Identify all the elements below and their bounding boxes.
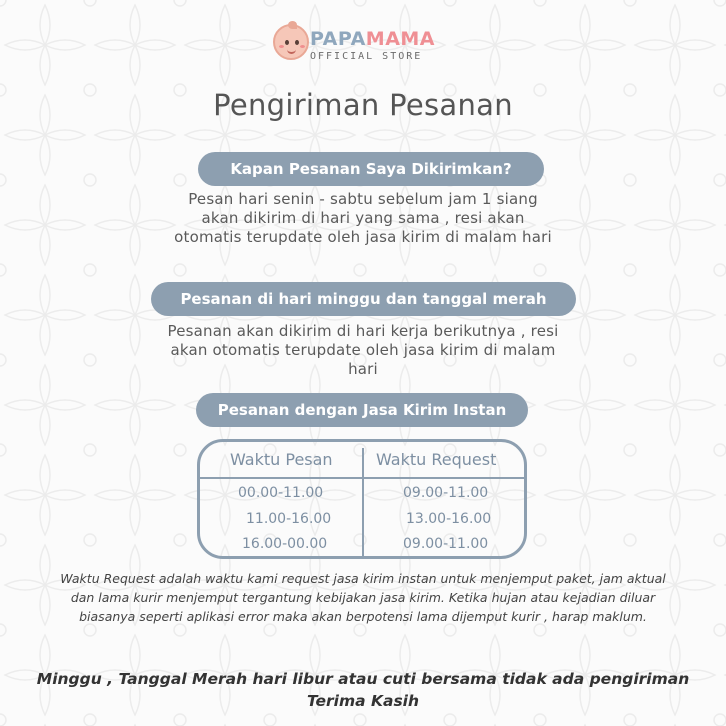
footer-line-thanks: Terima Kasih <box>306 692 420 710</box>
page-title: Pengiriman Pesanan <box>213 88 513 122</box>
instant-courier-note: Waktu Request adalah waktu kami request jasa kirim instan untuk menjemput paket, jam aktual dan lama kurir menjemput tergantung kebijakan jasa kirim. Ketika hujan atau kejadian diluar biasanya seperti aplikasi error maka akan berpotensi lama dijemput kurir , harap maklum. <box>60 571 666 624</box>
logo-mama: MAMA <box>365 28 436 50</box>
footer-line-holiday: Minggu , Tanggal Merah hari libur atau cuti bersama tidak ada pengiriman <box>36 670 690 688</box>
table-divider-vertical <box>362 448 364 556</box>
table-cell: 11.00-16.00 <box>246 511 332 527</box>
table-cell: 16.00-00.00 <box>242 536 328 552</box>
baby-face-icon <box>273 24 309 60</box>
table-cell: 00.00-11.00 <box>238 485 324 501</box>
footer-notice <box>0 668 726 712</box>
section-heading-holiday: Pesanan di hari minggu dan tanggal merah <box>151 282 576 316</box>
logo-papa: PAPA <box>310 28 366 50</box>
logo-wordmark <box>310 28 435 50</box>
table-cell: 09.00-11.00 <box>403 485 489 501</box>
section-body-shipping-time: Pesan hari senin - sabtu sebelum jam 1 siang akan dikirim di hari yang sama , resi akan otomatis terupdate oleh jasa kirim di malam hari <box>174 190 552 246</box>
section-heading-shipping-time: Kapan Pesanan Saya Dikirimkan? <box>198 152 544 186</box>
table-divider-horizontal <box>200 477 524 479</box>
instant-schedule-table <box>197 439 527 559</box>
section-body-holiday: Pesanan akan dikirim di hari kerja berikutnya , resi akan otomatis terupdate oleh jasa kirim di malam hari <box>167 322 559 378</box>
table-header-request-time: Waktu Request <box>376 450 497 469</box>
table-cell: 13.00-16.00 <box>406 511 492 527</box>
store-logo <box>270 22 460 68</box>
logo-subtitle: OFFICIAL STORE <box>310 51 423 62</box>
table-header-order-time: Waktu Pesan <box>230 450 333 469</box>
section-heading-instant: Pesanan dengan Jasa Kirim Instan <box>196 393 528 427</box>
table-cell: 09.00-11.00 <box>403 536 489 552</box>
